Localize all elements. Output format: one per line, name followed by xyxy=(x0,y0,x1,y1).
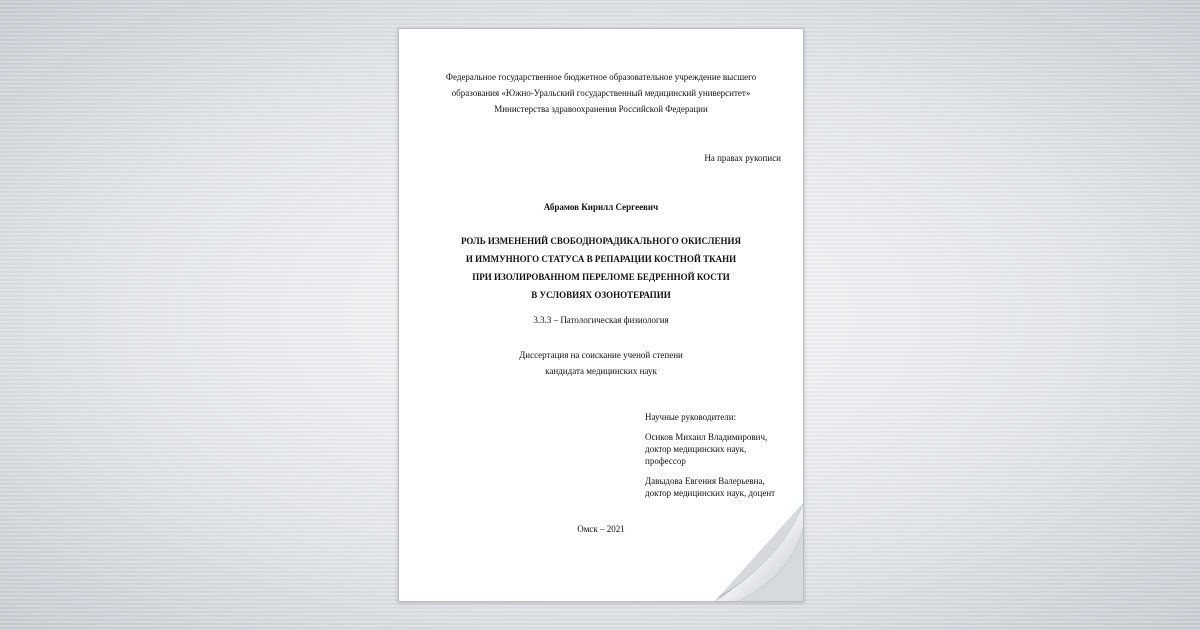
title-line: РОЛЬ ИЗМЕНЕНИЙ СВОБОДНОРАДИКАЛЬНОГО ОКИСЛЕНИЯ xyxy=(460,236,742,246)
supervisor-line: Осиков Михаил Владимирович, xyxy=(645,432,768,442)
title-line: ПРИ ИЗОЛИРОВАННОМ ПЕРЕЛОМЕ БЕДРЕННОЙ КОСТИ xyxy=(472,272,730,282)
spacer xyxy=(645,467,775,475)
rights-note: На правах рукописи xyxy=(704,153,781,163)
supervisor-line: доктор медицинских наук, доцент xyxy=(645,488,776,498)
supervisors-heading: Научные руководители: xyxy=(645,412,737,422)
author-name: Абрамов Кирилл Сергеевич xyxy=(543,202,659,212)
document-page xyxy=(398,28,804,602)
title-line: И ИММУННОГО СТАТУСА В РЕПАРАЦИИ КОСТНОЙ ТКАНИ xyxy=(465,254,737,264)
degree-line: Диссертация на соискание ученой степени xyxy=(519,350,683,360)
organization-line: Министерства здравоохранения Российской Федерации xyxy=(494,104,708,114)
supervisors-block xyxy=(645,411,775,499)
supervisor-line: Давыдова Евгения Валерьевна, xyxy=(645,476,765,486)
specialty-code: 3.3.3 – Патологическая физиология xyxy=(533,315,669,325)
title-line: В УСЛОВИЯХ ОЗОНОТЕРАПИИ xyxy=(531,290,671,300)
organization-line: Федеральное государственное бюджетное образовательное учреждение высшего xyxy=(445,72,757,82)
organization-block xyxy=(399,69,803,117)
supervisor-line: профессор xyxy=(645,456,686,466)
degree-line: кандидата медицинских наук xyxy=(545,366,657,376)
organization-line: образования «Южно-Уральский государственный медицинский университет» xyxy=(451,88,751,98)
dissertation-title xyxy=(399,232,803,304)
city-year: Омск – 2021 xyxy=(577,524,625,534)
supervisor-line: доктор медицинских наук, xyxy=(645,444,747,454)
page-curl-icon xyxy=(714,502,804,602)
spacer xyxy=(645,423,775,431)
degree-statement xyxy=(399,347,803,379)
